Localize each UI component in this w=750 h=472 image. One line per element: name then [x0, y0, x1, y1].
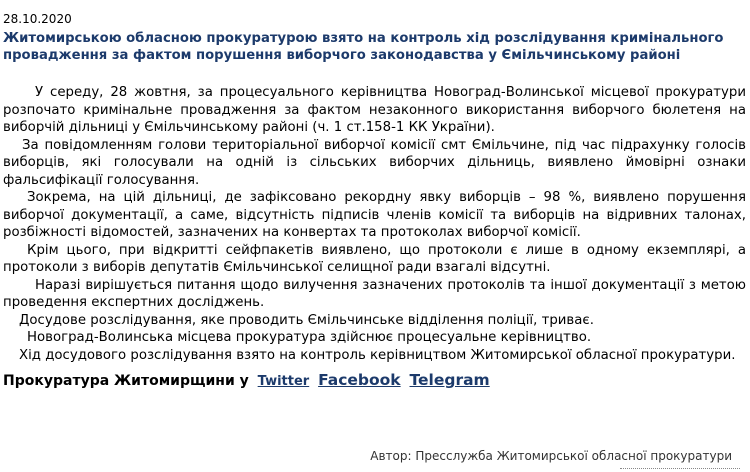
article-paragraph: Новоград-Волинська місцева прокуратура здійснює процесуальне керівництво. — [27, 330, 592, 345]
article-paragraph: Крім цього, при відкритті сейфпакетів виявлено, що протоколи є лише в одному екземплярі, а протоколи з виборів депутатів Ємільчинської селищної ради взагалі відсутні. — [3, 242, 746, 275]
social-links — [3, 371, 490, 389]
article-paragraph: Наразі вирішується питання щодо вилучення зазначених протоколів та іншої документації з метою проведення експертних досліджень. — [3, 277, 746, 310]
author-credit: Автор: Пресслужба Житомирської обласної прокуратури — [370, 449, 732, 463]
article-paragraph: Досудове розслідування, яке проводить Ємільчинське відділення поліції, триває. — [19, 312, 594, 328]
publication-date: 28.10.2020 — [3, 12, 72, 26]
article-paragraph: За повідомленням голови територіальної виборчої комісії смт Ємільчине, під час підрахунку голосів виборців, які голосували на одній із сільських виборчих дільниць, виявлено ймовірні ознаки фальсифікації голосування. — [3, 137, 746, 188]
telegram-link[interactable]: Telegram — [409, 371, 490, 389]
facebook-link[interactable]: Facebook — [318, 371, 401, 389]
article-paragraph: У середу, 28 жовтня, за процесуального керівництва Новоград-Волинської місцевої прокуратури розпочато кримінальне провадження за фактом незаконного використання виборчого бюлетеня на виборчій дільниці у Ємільчинському районі (ч. 1 ст.158-1 КК України). — [3, 85, 746, 135]
twitter-link[interactable]: Twitter — [257, 374, 310, 389]
article-headline: Житомирською обласною прокуратурою взято на контроль хід розслідування кримінального провадження за фактом порушення виборчого законодавства у Ємільчинському районі — [3, 31, 724, 63]
author-overflow-line — [620, 466, 740, 470]
article-paragraph: Зокрема, на цій дільниці, де зафіксовано рекордну явку виборців – 98 %, виявлено порушення виборчої документації, а саме, відсутність підписів членів комісії та виборців на відривних талонах, розбіжності відомостей, зазначених на конвертах та протоколах виборчої комісії. — [3, 190, 746, 240]
social-label: Прокуратура Житомирщини у — [3, 373, 249, 389]
article-body — [3, 84, 746, 364]
article-paragraph: Хід досудового розслідування взято на контроль керівництвом Житомирської обласної прокуратури. — [19, 347, 736, 363]
